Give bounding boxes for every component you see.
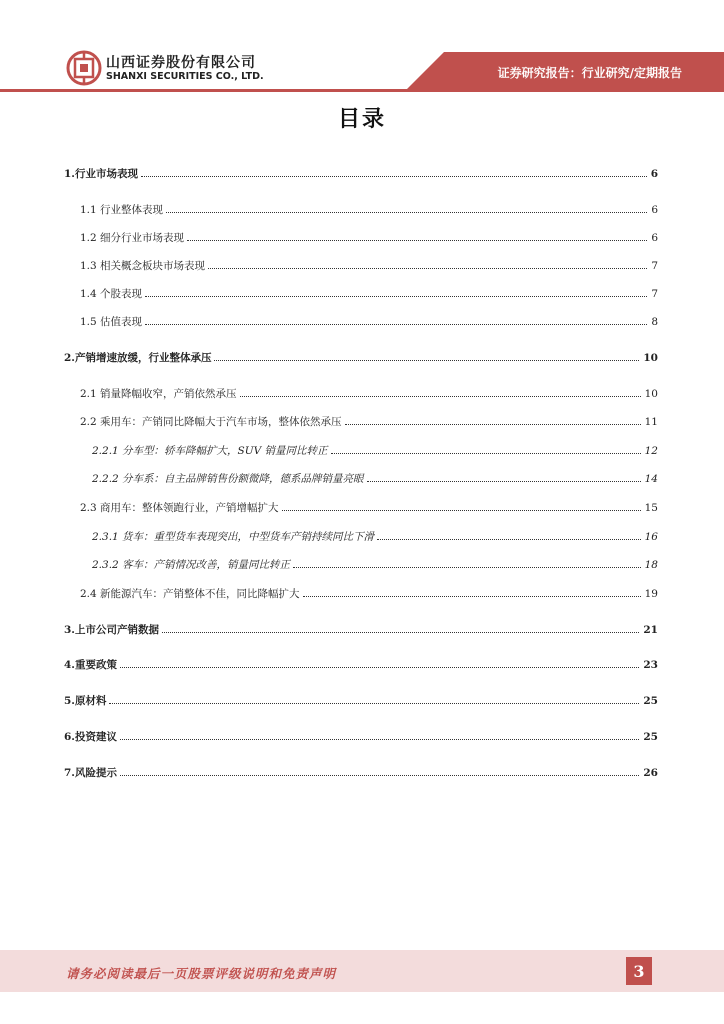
- toc-page: 15: [644, 502, 658, 514]
- toc-page: 19: [644, 588, 658, 600]
- toc-page: 10: [643, 352, 658, 364]
- toc-page: 25: [643, 695, 658, 707]
- header-rule: [0, 89, 724, 92]
- toc-entry[interactable]: [64, 350, 658, 365]
- toc-leader: [109, 695, 639, 704]
- toc-entry[interactable]: [92, 443, 658, 458]
- toc-entry[interactable]: [80, 286, 658, 301]
- toc-entry[interactable]: [80, 386, 658, 401]
- toc-entry[interactable]: [92, 471, 658, 486]
- report-type: 证券研究报告：行业研究/定期报告: [497, 66, 682, 80]
- toc-label: 2.2.2 分车系：自主品牌销售份额微降，德系品牌销量亮眼: [92, 473, 364, 485]
- toc-label: 2.2.1 分车型：轿车降幅扩大，SUV 销量同比转正: [92, 445, 328, 457]
- toc-leader: [303, 588, 641, 597]
- toc-label: 2.3.2 客车：产销情况改善，销量同比转正: [92, 559, 291, 571]
- toc-entry[interactable]: [64, 729, 658, 744]
- toc-label: 2.产销增速放缓，行业整体承压: [64, 352, 212, 364]
- toc-page: 6: [651, 204, 658, 216]
- toc-label: 1.1 行业整体表现: [80, 204, 164, 216]
- toc-entry[interactable]: [80, 500, 658, 515]
- toc-leader: [120, 767, 639, 776]
- toc-page: 16: [644, 531, 658, 543]
- company-logo-icon: [66, 50, 102, 86]
- toc-entry[interactable]: [64, 765, 658, 780]
- toc-leader: [145, 288, 647, 297]
- toc-page: 23: [643, 659, 658, 671]
- toc-leader: [120, 659, 639, 668]
- toc-label: 2.3.1 货车：重型货车表现突出，中型货车产销持续同比下滑: [92, 531, 375, 543]
- toc-page: 8: [651, 316, 658, 328]
- toc-page: 7: [651, 260, 658, 272]
- toc-leader: [282, 502, 641, 511]
- toc-leader: [187, 232, 647, 241]
- toc-entry[interactable]: [80, 586, 658, 601]
- toc-label: 4.重要政策: [64, 659, 117, 671]
- toc-leader: [377, 531, 641, 540]
- toc-leader: [166, 204, 647, 213]
- company-name-cn: 山西证券股份有限公司: [106, 55, 256, 71]
- toc-leader: [208, 260, 647, 269]
- page-number: 3: [626, 957, 652, 985]
- toc-leader: [141, 168, 647, 177]
- company-name-en: SHANXI SECURITIES CO., LTD.: [106, 71, 264, 82]
- toc-leader: [331, 445, 641, 454]
- toc-label: 2.2 乘用车：产销同比降幅大于汽车市场，整体依然承压: [80, 416, 342, 428]
- toc-label: 2.4 新能源汽车：产销整体不佳，同比降幅扩大: [80, 588, 300, 600]
- toc-page: 14: [644, 473, 658, 485]
- toc-leader: [145, 316, 647, 325]
- toc-page: 26: [643, 767, 658, 779]
- toc-label: 6.投资建议: [64, 731, 117, 743]
- toc-entry[interactable]: [64, 657, 658, 672]
- toc-entry[interactable]: [64, 693, 658, 708]
- toc-page: 25: [643, 731, 658, 743]
- toc-entry[interactable]: [80, 414, 658, 429]
- toc-label: 1.5 估值表现: [80, 316, 143, 328]
- toc-entry[interactable]: [64, 166, 658, 181]
- toc-label: 5.原材料: [64, 695, 107, 707]
- toc-leader: [240, 388, 641, 397]
- toc-entry[interactable]: [80, 258, 658, 273]
- page-title: 目录: [337, 106, 386, 132]
- toc-page: 10: [644, 388, 658, 400]
- toc-entry[interactable]: [80, 314, 658, 329]
- toc-label: 2.3 商用车：整体领跑行业，产销增幅扩大: [80, 502, 279, 514]
- toc-page: 7: [651, 288, 658, 300]
- toc-page: 6: [651, 232, 658, 244]
- toc-entry[interactable]: [80, 230, 658, 245]
- toc-entry[interactable]: [80, 202, 658, 217]
- toc-label: 7.风险提示: [64, 767, 117, 779]
- toc-leader: [345, 416, 641, 425]
- toc-page: 18: [644, 559, 658, 571]
- toc-page: 11: [644, 416, 658, 428]
- toc-page: 12: [644, 445, 658, 457]
- toc-page: 21: [643, 624, 658, 636]
- toc-label: 1.行业市场表现: [64, 168, 138, 180]
- toc-entry[interactable]: [92, 529, 658, 544]
- toc-label: 1.4 个股表现: [80, 288, 143, 300]
- disclaimer-note: 请务必阅读最后一页股票评级说明和免责声明: [66, 966, 337, 981]
- page-header: [0, 0, 724, 100]
- toc-label: 3.上市公司产销数据: [64, 624, 159, 636]
- toc-leader: [214, 352, 639, 361]
- toc-page: 6: [650, 168, 658, 180]
- toc-label: 1.3 相关概念板块市场表现: [80, 260, 206, 272]
- toc-leader: [162, 624, 639, 633]
- toc-label: 2.1 销量降幅收窄，产销依然承压: [80, 388, 237, 400]
- toc-entry[interactable]: [92, 557, 658, 572]
- toc-leader: [293, 559, 641, 568]
- toc-label: 1.2 细分行业市场表现: [80, 232, 185, 244]
- toc-leader: [120, 731, 639, 740]
- toc-entry[interactable]: [64, 622, 658, 637]
- toc-leader: [367, 473, 641, 482]
